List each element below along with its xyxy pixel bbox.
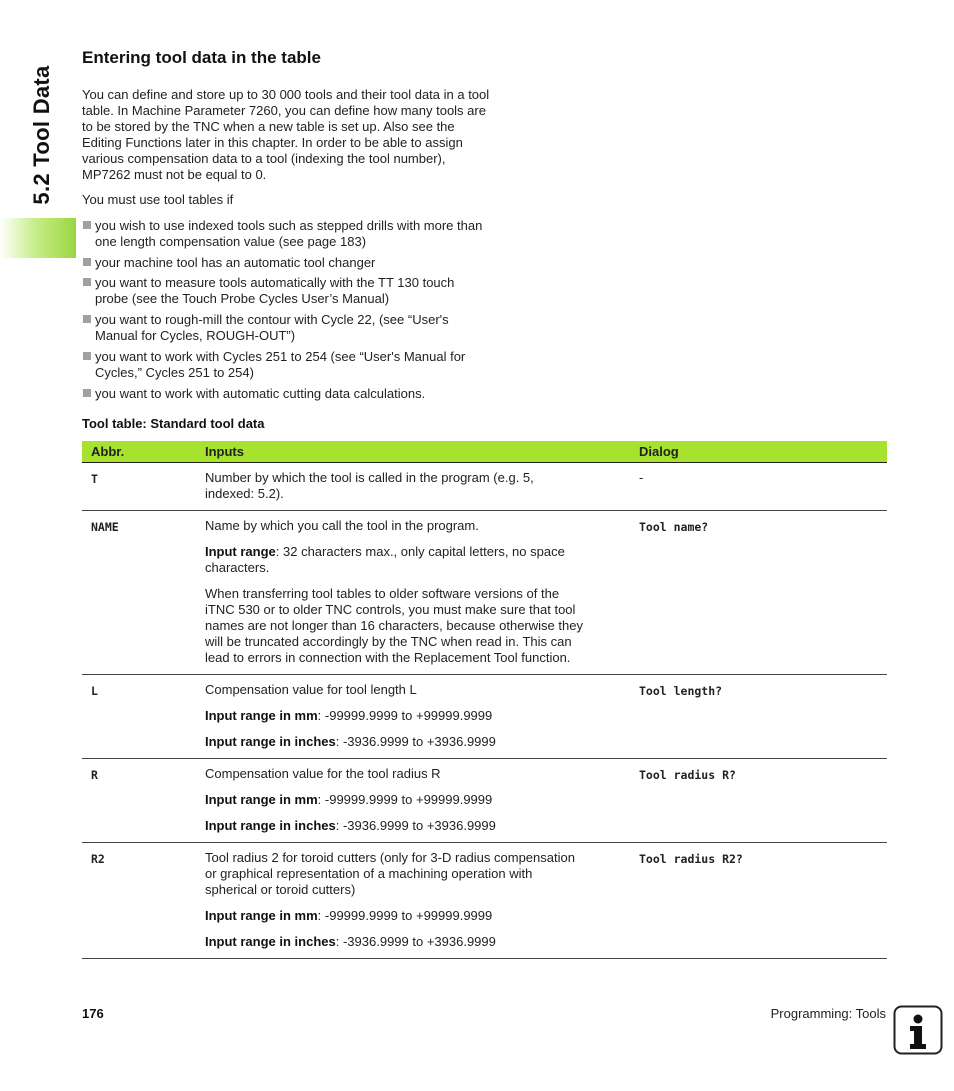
input-range [205, 708, 630, 724]
bullet-item [82, 218, 532, 250]
page-number: 176 [82, 1006, 104, 1021]
column-header-inputs: Inputs [196, 441, 630, 463]
bullet-item [82, 386, 532, 402]
input-range-value: : -3936.9999 to +3936.9999 [335, 934, 496, 949]
intro-line: to be stored by the TNC when a new table is set up. Also see the [82, 119, 455, 134]
input-description: Compensation value for the tool radius R [205, 766, 441, 781]
table-row-name [82, 511, 887, 675]
abbr-cell: R [82, 759, 196, 843]
column-header-dialog: Dialog [630, 441, 887, 463]
input-description: Compensation value for tool length L [205, 682, 417, 697]
abbr-cell: L [82, 675, 196, 759]
bullet-square-icon [83, 389, 91, 397]
intro-line: MP7262 must not be equal to 0. [82, 167, 267, 182]
input-range [205, 792, 630, 808]
note-line: When transferring tool tables to older software versions of the [205, 586, 560, 601]
input-range [205, 934, 630, 950]
input-range-value: : -3936.9999 to +3936.9999 [335, 818, 496, 833]
input-range [205, 544, 630, 576]
dialog-cell: Tool radius R2? [630, 843, 887, 959]
dialog-cell: - [630, 463, 887, 511]
bullet-square-icon [83, 278, 91, 286]
section-heading: Entering tool data in the table [82, 48, 321, 67]
inputs-cell [196, 675, 630, 759]
input-range-label: Input range in mm [205, 792, 318, 807]
intro-line: You can define and store up to 30 000 tools and their tool data in a tool [82, 87, 490, 102]
intro-line: table. In Machine Parameter 7260, you can define how many tools are [82, 103, 486, 118]
bullet-square-icon [83, 315, 91, 323]
table-caption: Tool table: Standard tool data [82, 416, 265, 431]
input-range [205, 734, 630, 750]
description-line: Tool radius 2 for toroid cutters (only for 3-D radius compensation [205, 850, 575, 865]
input-range-label: Input range in inches [205, 818, 336, 833]
note-line: iTNC 530 or to older TNC controls, you must make sure that tool [205, 602, 576, 617]
input-range [205, 818, 630, 834]
chapter-side-title-text: 5.2 Tool Data [29, 65, 54, 205]
input-description [205, 850, 630, 898]
tool-data-table [82, 441, 887, 959]
inputs-cell [196, 511, 630, 675]
bullet-line: you want to work with automatic cutting data calculations. [95, 386, 426, 401]
chapter-side-title [22, 50, 62, 220]
description-line: indexed: 5.2). [205, 486, 284, 501]
inputs-cell [196, 759, 630, 843]
table-row-l [82, 675, 887, 759]
note-line: lead to errors in connection with the Replacement Tool function. [205, 650, 571, 665]
inputs-cell [196, 843, 630, 959]
input-range-label: Input range [205, 544, 276, 559]
input-range-label: Input range in mm [205, 708, 318, 723]
input-range-value: : -99999.9999 to +99999.9999 [317, 792, 493, 807]
bullet-line: one length compensation value (see page 183) [95, 234, 367, 249]
description-line: or graphical representation of a machining operation with [205, 866, 533, 881]
note-line: names are not longer than 16 characters, because otherwise they [205, 618, 583, 633]
bullet-line: you want to rough-mill the contour with Cycle 22, (see “User's [95, 312, 449, 327]
abbr-cell: T [82, 463, 196, 511]
note-line: will be truncated accordingly by the TNC when read in. This can [205, 634, 572, 649]
bullet-line: you want to work with Cycles 251 to 254 (see “User's Manual for [95, 349, 466, 364]
input-range-label: Input range in inches [205, 734, 336, 749]
intro-line: Editing Functions later in this chapter. In order to be able to assign [82, 135, 463, 150]
bullet-line: you want to measure tools automatically with the TT 130 touch [95, 275, 455, 290]
table-row-t [82, 463, 887, 511]
description-line: Name by which you call the tool in the program. [205, 518, 479, 533]
bullet-square-icon [83, 258, 91, 266]
column-header-abbr: Abbr. [82, 441, 196, 463]
input-range-label: Input range in inches [205, 934, 336, 949]
input-description [205, 518, 630, 534]
bullet-line: your machine tool has an automatic tool changer [95, 255, 376, 270]
bullet-square-icon [83, 352, 91, 360]
input-range-value: : -3936.9999 to +3936.9999 [335, 734, 496, 749]
must-use-paragraph: You must use tool tables if [82, 192, 234, 207]
footer-section-title: Programming: Tools [770, 1006, 886, 1021]
bullet-line: Cycles,” Cycles 251 to 254) [95, 365, 254, 380]
bullet-square-icon [83, 221, 91, 229]
table-row-r2 [82, 843, 887, 959]
bullet-line: Manual for Cycles, ROUGH-OUT”) [95, 328, 296, 343]
input-range-value: : -99999.9999 to +99999.9999 [317, 708, 493, 723]
input-range-label: Input range in mm [205, 908, 318, 923]
bullet-item [82, 275, 532, 307]
bullet-item [82, 312, 532, 344]
abbr-cell: R2 [82, 843, 196, 959]
table-row-r [82, 759, 887, 843]
bullet-item [82, 349, 532, 381]
bullet-item [82, 255, 532, 271]
abbr-cell: NAME [82, 511, 196, 675]
description-line: spherical or toroid cutters) [205, 882, 356, 897]
input-description [205, 470, 630, 502]
description-line: Number by which the tool is called in the program (e.g. 5, [205, 470, 534, 485]
inputs-cell [196, 463, 630, 511]
info-icon [893, 1005, 943, 1055]
input-range-value: : 32 characters max., only capital letters, no space characters. [205, 544, 565, 575]
dialog-cell: Tool radius R? [630, 759, 887, 843]
intro-line: various compensation data to a tool (indexing the tool number), [82, 151, 446, 166]
bullet-line: probe (see the Touch Probe Cycles User’s Manual) [95, 291, 390, 306]
table-header-row [82, 441, 887, 463]
compatibility-note [205, 586, 630, 666]
bullet-line: you wish to use indexed tools such as stepped drills with more than [95, 218, 483, 233]
dialog-cell: Tool name? [630, 511, 887, 675]
intro-paragraph [82, 87, 532, 183]
chapter-color-tab [0, 218, 76, 258]
input-range-value: : -99999.9999 to +99999.9999 [317, 908, 493, 923]
dialog-cell: Tool length? [630, 675, 887, 759]
input-range [205, 908, 630, 924]
